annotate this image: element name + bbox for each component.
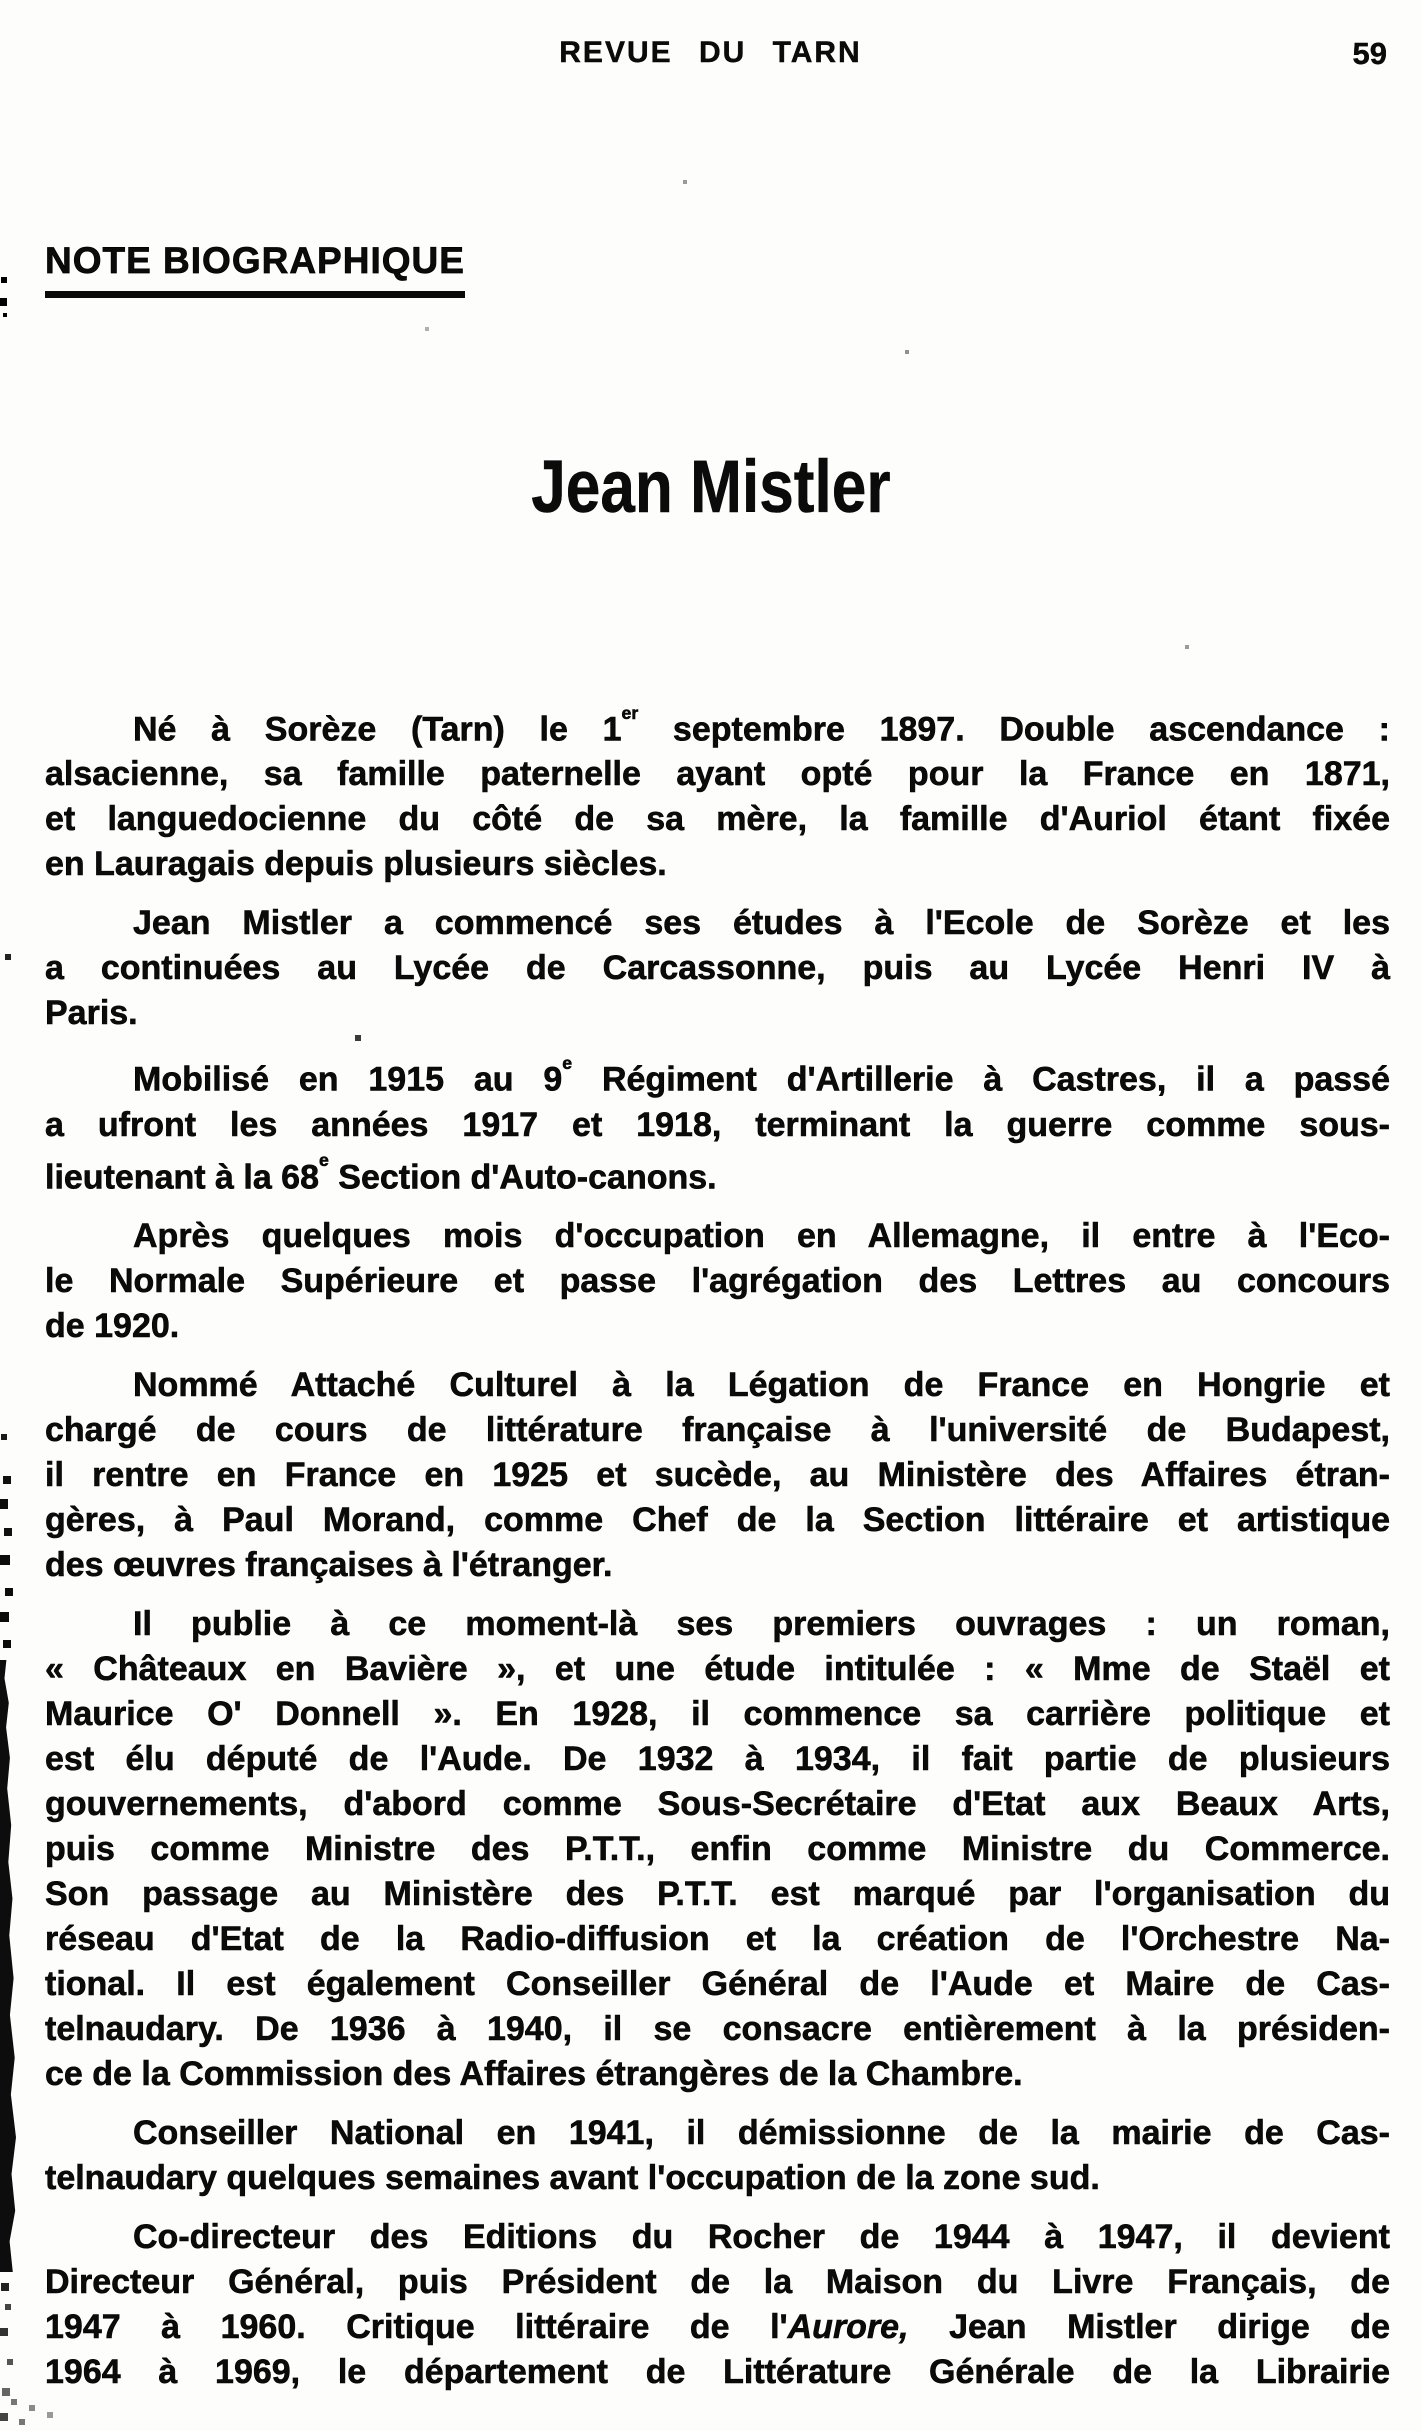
text-line: Jean Mistler a commencé ses études à l'Ecole de Sorèze et les (133, 904, 1390, 943)
article-title: Jean Mistler (530, 445, 891, 528)
text-line: est élu député de l'Aude. De 1932 à 1934, il fait partie de plusieurs (45, 1739, 1390, 1778)
running-header-journal-title: REVUE DU TARN (559, 36, 862, 69)
text-line: Conseiller National en 1941, il démissionne de la mairie de Cas- (133, 2113, 1390, 2152)
text-line: réseau d'Etat de la Radio-diffusion et la création de l'Orchestre Na- (45, 1919, 1390, 1958)
page-number: 59 (1352, 36, 1387, 71)
text-line: Nommé Attaché Culturel à la Légation de France en Hongrie et (133, 1365, 1390, 1404)
text-line: alsacienne, sa famille paternelle ayant opté pour la France en 1871, (45, 755, 1390, 794)
text-line: tional. Il est également Conseiller Général de l'Aude et Maire de Cas- (45, 1964, 1390, 2003)
paragraph (45, 1363, 1390, 1588)
text-line: en Lauragais depuis plusieurs siècles. (45, 845, 667, 884)
text-line: le Normale Supérieure et passe l'agrégation des Lettres au concours (45, 1261, 1390, 1300)
text-line: et languedocienne du côté de sa mère, la famille d'Auriol étant fixée (45, 800, 1390, 839)
scan-ink-streak (0, 1660, 16, 2272)
paragraph (45, 1214, 1390, 1349)
paragraph (45, 1050, 1390, 1200)
text-line: des œuvres françaises à l'étranger. (45, 1545, 613, 1584)
text-line: gouvernements, d'abord comme Sous-Secrétaire d'Etat aux Beaux Arts, (45, 1784, 1390, 1823)
text-line: Né à Sorèze (Tarn) le 1er septembre 1897. Double ascendance : (133, 702, 1390, 749)
article-body (45, 700, 1390, 2409)
paragraph (45, 2215, 1390, 2395)
text-line: Son passage au Ministère des P.T.T. est marqué par l'organisation du (45, 1874, 1390, 1913)
text-line: de 1920. (45, 1306, 180, 1345)
text-line: puis comme Ministre des P.T.T., enfin comme Ministre du Commerce. (45, 1829, 1390, 1868)
text-line: 1964 à 1969, le département de Littérature Générale de la Librairie (45, 2352, 1390, 2391)
paragraph (45, 2111, 1390, 2201)
text-line: « Châteaux en Bavière », et une étude intitulée : « Mme de Staël et (45, 1649, 1390, 1688)
text-line: ce de la Commission des Affaires étrangères de la Chambre. (45, 2054, 1023, 2093)
text-line: lieutenant à la 68e Section d'Auto-canons. (45, 1150, 717, 1196)
title-container (0, 444, 1421, 529)
text-line: chargé de cours de littérature française à l'université de Budapest, (45, 1410, 1390, 1449)
text-line: 1947 à 1960. Critique littéraire de l'Aurore, Jean Mistler dirige de (45, 2307, 1390, 2346)
text-line: gères, à Paul Morand, comme Chef de la Section littéraire et artistique (45, 1500, 1390, 1539)
paragraph (45, 1602, 1390, 2097)
text-line: il rentre en France en 1925 et sucède, au Ministère des Affaires étran- (45, 1455, 1390, 1494)
paragraph (45, 901, 1390, 1036)
text-line: a ufront les années 1917 et 1918, terminant la guerre comme sous- (45, 1105, 1390, 1144)
section-heading: NOTE BIOGRAPHIQUE (45, 240, 465, 298)
scan-specks (0, 0, 4, 4)
text-line: Maurice O' Donnell ». En 1928, il commence sa carrière politique et (45, 1694, 1390, 1733)
text-line: Paris. (45, 994, 138, 1033)
paragraph (45, 700, 1390, 887)
italic-text: Aurore, (787, 2307, 909, 2346)
text-line: telnaudary quelques semaines avant l'occupation de la zone sud. (45, 2158, 1100, 2197)
text-line: Mobilisé en 1915 au 9e Régiment d'Artillerie à Castres, il a passé (133, 1053, 1391, 1099)
text-line: telnaudary. De 1936 à 1940, il se consacre entièrement à la présiden- (45, 2009, 1390, 2048)
superscript: e (319, 1150, 329, 1171)
superscript: er (621, 702, 639, 723)
text-line: Co-directeur des Editions du Rocher de 1944 à 1947, il devient (133, 2217, 1390, 2256)
text-line: Directeur Général, puis Président de la Maison du Livre Français, de (45, 2262, 1390, 2301)
text-line: a continuées au Lycée de Carcassonne, puis au Lycée Henri IV à (45, 949, 1390, 988)
text-line: Il publie à ce moment-là ses premiers ouvrages : un roman, (133, 1604, 1390, 1643)
superscript: e (562, 1053, 573, 1074)
text-line: Après quelques mois d'occupation en Allemagne, il entre à l'Eco- (133, 1216, 1390, 1255)
